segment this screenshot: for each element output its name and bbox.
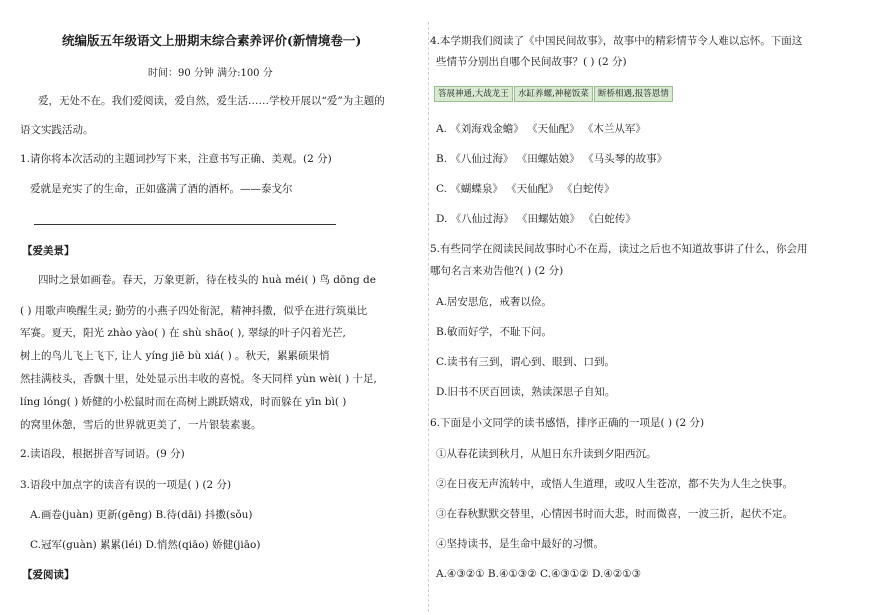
- passage-line: 军赛。夏天，阳光 zhào yào( ) 在 shù shāo( ), 翠绿的叶子闪着光芒,: [20, 327, 346, 339]
- question-3-option-cd: C.冠军(guàn) 累累(léi) D.悄然(qiāo) 娇健(jiāo): [30, 539, 261, 551]
- passage-line: líng lóng( ) 娇健的小松鼠时而在高树上跳跃嬉戏，时而躲在 yīn bì( ): [20, 396, 347, 408]
- question-4-option-a: A. 《刘海戏金蟾》 《天仙配》 《木兰从军》: [436, 123, 646, 135]
- question-5-line-1: 5.有些同学在阅读民间故事时心不在焉，读过之后也不知道故事讲了什么，你会用: [430, 243, 808, 255]
- section-heading-reading: 【爱阅读】: [22, 569, 75, 581]
- question-6-item-3: ③在春秋默默交替里，心情因书时而大悲，时而微喜，一波三折，起伏不定。: [436, 508, 793, 520]
- passage-line: ( ) 用歌声唤醒生灵; 勤劳的小燕子四处衔泥，精神抖擞，似乎在进行筑巢比: [20, 305, 368, 317]
- question-4-option-b: B. 《八仙过海》 《田螺姑娘》 《马头琴的故事》: [436, 153, 668, 165]
- question-6-item-2: ②在日夜无声流转中，或悟人生道理，或叹人生苍凉，都不失为人生之快事。: [436, 478, 793, 490]
- plot-tag: 断桥相遇,报答恩情: [594, 86, 673, 102]
- section-heading-scenery: 【爱美景】: [22, 245, 75, 257]
- intro-line-2: 语文实践活动。: [20, 124, 94, 136]
- question-5-option-c: C.读书有三到，谓心到、眼到、口到。: [436, 356, 615, 368]
- question-1: 1.请你将本次活动的主题词抄写下来，注意书写正确、美观。(2 分): [20, 153, 332, 165]
- question-4-line-1: 4.本学期我们阅读了《中国民间故事》，故事中的精彩情节令人难以忘怀。下面这: [430, 35, 803, 47]
- question-6: 6.下面是小文同学的读书感悟，排序正确的一项是( ) (2 分): [430, 417, 705, 429]
- passage-line: 的窝里休憩，雪后的世界就更美了，一片银装素裹。: [20, 419, 262, 431]
- passage-line: 然挂满枝头，香飘十里，处处显示出丰收的喜悦。冬天同样 yùn wèi( ) 十足,: [20, 373, 377, 385]
- answer-line: [34, 224, 336, 225]
- question-5-line-2: 哪句名言来劝告他?( ) (2 分): [430, 265, 564, 277]
- page-title: 统编版五年级语文上册期末综合素养评价(新情境卷一): [62, 33, 362, 48]
- passage-line: 树上的鸟儿飞上飞下, 让人 yíng jiē bù xiá( ) 。秋天，累累硕果悄: [20, 350, 330, 362]
- question-6-answers: A.④③②① B.④①③② C.④③①② D.④②①③: [436, 568, 641, 580]
- question-5-option-a: A.居安思危，戒奢以俭。: [436, 296, 552, 308]
- quote-text: 爱就是充实了的生命，正如盛满了酒的酒杯。——泰戈尔: [30, 183, 293, 195]
- intro-line-1: 爱，无处不在。我们爱阅读，爱自然，爱生活……学校开展以“爱”为主题的: [38, 95, 385, 107]
- plot-tag: 水缸养螺,神秘饭菜: [514, 86, 593, 102]
- question-3: 3.语段中加点字的读音有误的一项是( ) (2 分): [20, 479, 232, 491]
- question-6-item-1: ①从春花读到秋月，从旭日东升读到夕阳西沉。: [436, 448, 657, 460]
- plot-tag: 答展神通,大战龙王: [434, 86, 513, 102]
- question-5-option-d: D.旧书不厌百回读，熟读深思子自知。: [436, 386, 616, 398]
- passage-line: 四时之景如画卷。春天，万象更新，待在枝头的 huà méi( ) 鸟 dōng de: [38, 274, 376, 286]
- column-divider: [428, 22, 429, 612]
- question-4-line-2: 些情节分别出自哪个民间故事？( ) (2 分): [436, 56, 627, 68]
- time-line: 时间：90 分钟 满分:100 分: [148, 68, 273, 79]
- question-5-option-b: B.敏而好学，不耻下问。: [436, 326, 553, 338]
- question-6-item-4: ④坚持读书，是生命中最好的习惯。: [436, 538, 604, 550]
- question-3-option-ab: A.画卷(juàn) 更新(gēng) B.待(dāi) 抖擞(sǒu): [30, 509, 253, 521]
- question-4-option-c: C. 《蝴蝶泉》 《天仙配》 《白蛇传》: [436, 183, 615, 195]
- question-2: 2.读语段，根据拼音写词语。(9 分): [20, 448, 185, 460]
- question-4-option-d: D. 《八仙过海》 《田螺姑娘》 《白蛇传》: [436, 213, 636, 225]
